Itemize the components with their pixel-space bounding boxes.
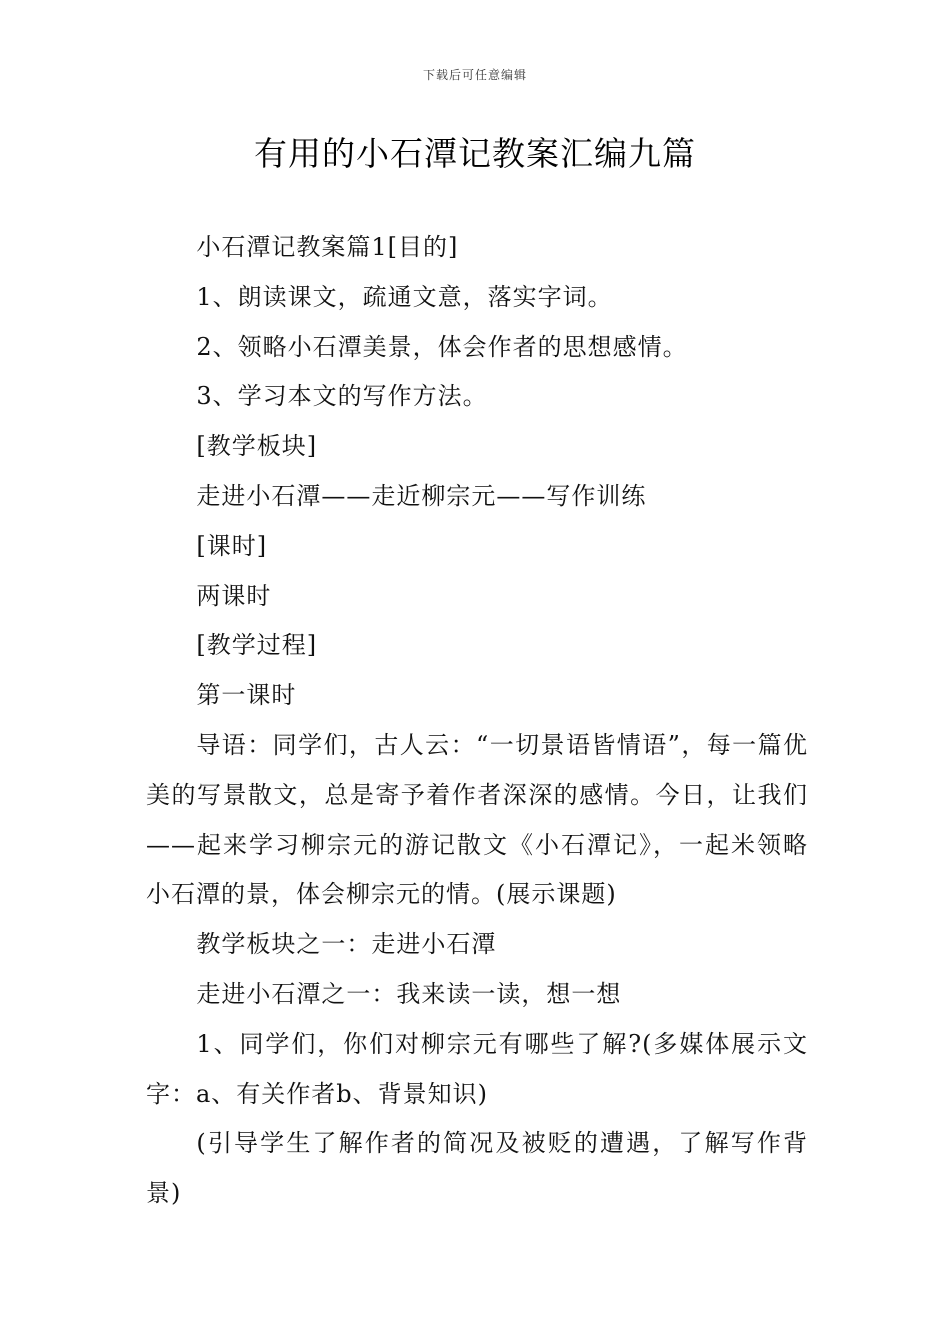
paragraph-guidance-note: (引导学生了解作者的简况及被贬的遭遇，了解写作背景): [146, 1129, 808, 1208]
paragraph-section-hours: [课时]: [196, 531, 268, 560]
paragraph-objective-1: 1、朗读课文，疏通文意，落实字词。: [196, 282, 613, 311]
paragraph-objective-heading: 小石潭记教案篇1[目的]: [196, 233, 459, 261]
paragraph-question-one: 1、同学们，你们对柳宗元有哪些了解?(多媒体展示文字：a、有关作者b、背景知识): [146, 1029, 808, 1108]
document-title: 有用的小石潭记教案汇编九篇: [254, 134, 696, 173]
paragraph-introduction: 导语：同学们，古人云：“一切景语皆情语”，每一篇优美的写景散文，总是寄予着作者深深的感情。今日，让我们——起来学习柳宗元的游记散文《小石潭记》，一起米领略小石潭的景，体会柳宗元的情。(展示课题): [146, 730, 808, 909]
paragraph-first-lesson: 第一课时: [196, 681, 297, 710]
download-note: 下载后可任意编辑: [422, 68, 527, 82]
paragraph-hours-content: 两课时: [196, 581, 272, 610]
paragraph-modules-content: 走进小石潭——走近柳宗元——写作训练: [196, 481, 647, 510]
paragraph-section-process: [教学过程]: [196, 631, 318, 660]
paragraph-module-one: 教学板块之一：走进小石潭: [196, 930, 497, 959]
paragraph-module-one-part-one: 走进小石潭之一：我来读一读，想一想: [196, 979, 622, 1008]
paragraph-objective-3: 3、学习本文的写作方法。: [196, 382, 488, 411]
paragraph-section-modules: [教学板块]: [196, 432, 318, 461]
paragraph-objective-2: 2、领略小石潭美景，体会作者的思想感情。: [196, 332, 688, 361]
document-body: [146, 223, 808, 1219]
